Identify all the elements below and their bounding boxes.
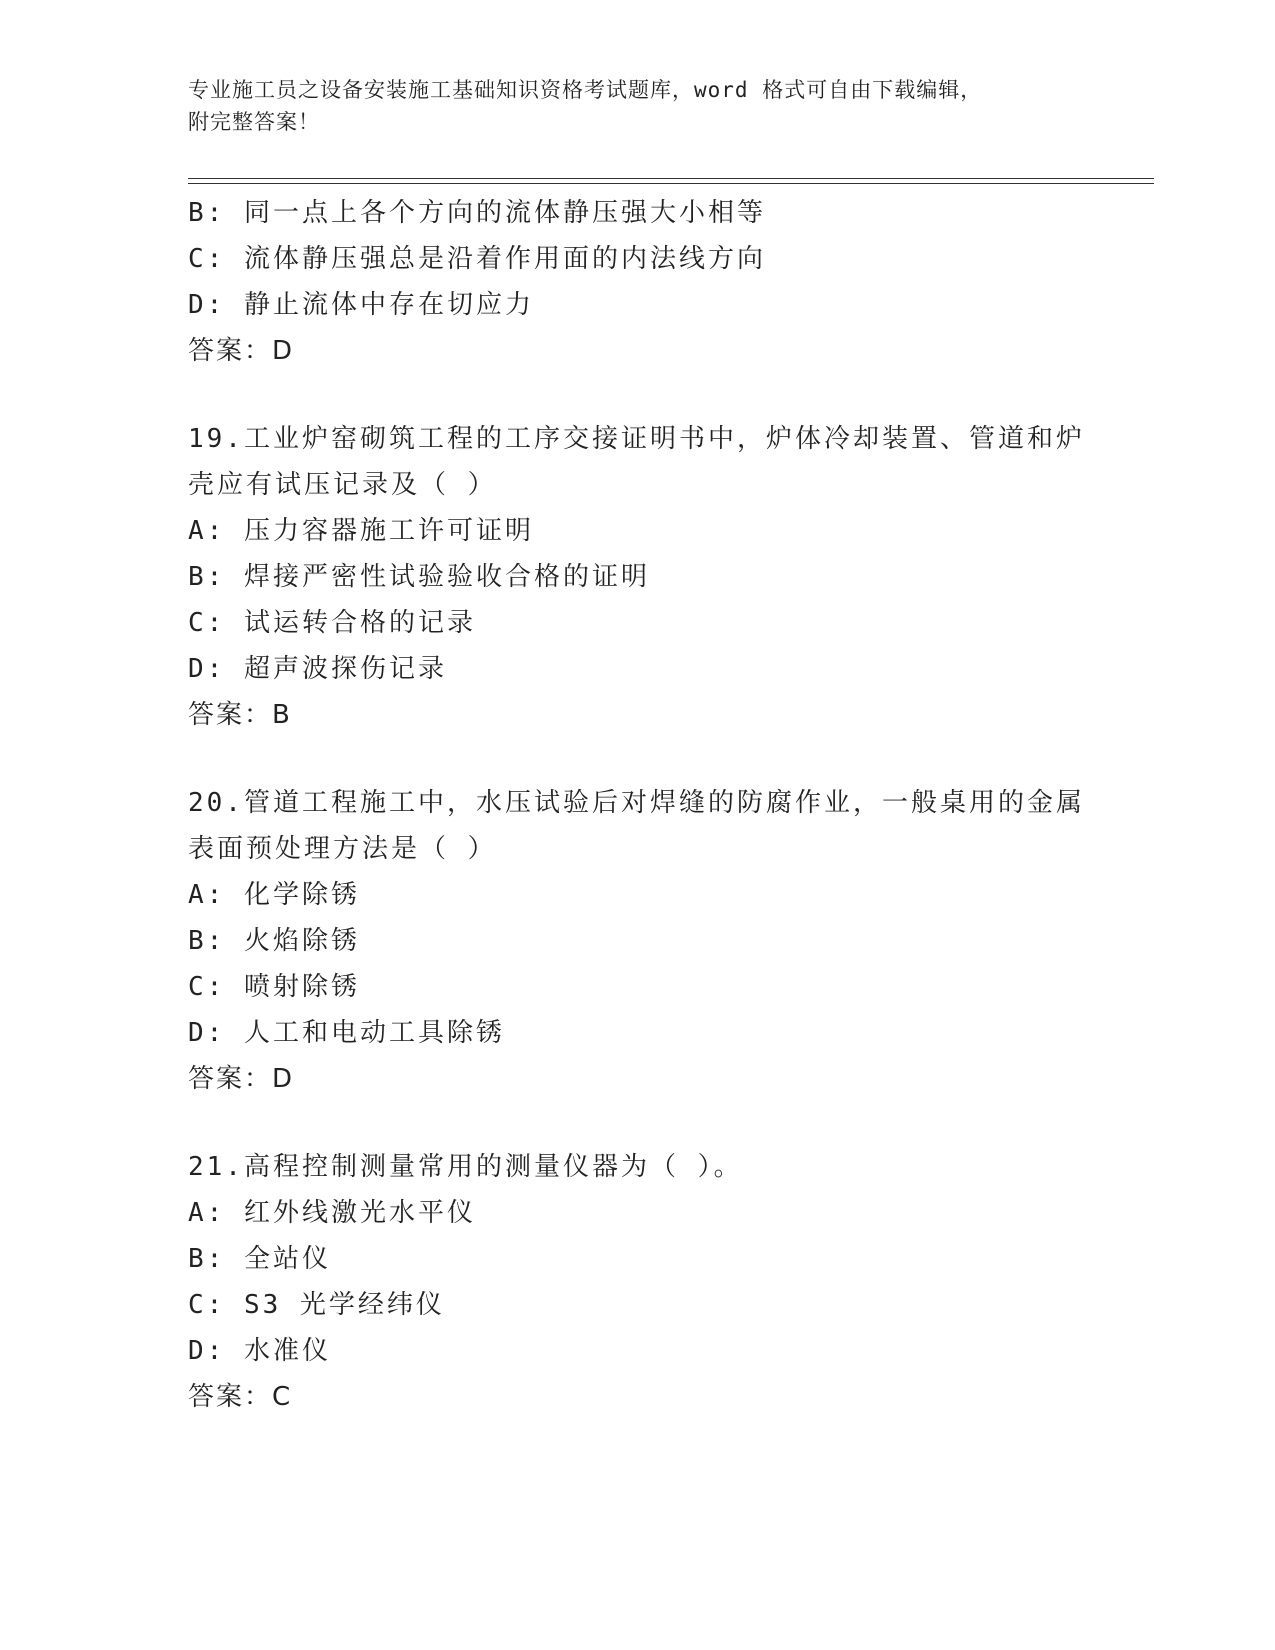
question-stem-line-2: 壳应有试压记录及（ ） <box>188 470 497 500</box>
header-line-2: 附完整答案！ <box>188 110 320 134</box>
option-d: D: 静止流体中存在切应力 <box>188 290 534 320</box>
option-a: A: 红外线激光水平仪 <box>188 1198 476 1228</box>
question-block-18 <box>188 190 1088 374</box>
question-stem-line-1: 20.管道工程施工中，水压试验后对焊缝的防腐作业，一般桌用的金属 <box>188 788 1085 818</box>
header-divider-top <box>188 178 1154 179</box>
option-c: C: S3 光学经纬仪 <box>188 1290 445 1320</box>
option-b: B: 同一点上各个方向的流体静压强大小相等 <box>188 198 766 228</box>
document-body <box>188 190 1088 1420</box>
option-a: A: 压力容器施工许可证明 <box>188 516 534 546</box>
question-block-19 <box>188 416 1088 738</box>
option-d: D: 人工和电动工具除锈 <box>188 1018 505 1048</box>
option-b: B: 焊接严密性试验验收合格的证明 <box>188 562 650 592</box>
header-line-1: 专业施工员之设备安装施工基础知识资格考试题库，word 格式可自由下载编辑， <box>188 78 983 102</box>
question-stem-line-2: 表面预处理方法是（ ） <box>188 834 497 864</box>
document-header <box>188 74 1088 138</box>
option-c: C: 试运转合格的记录 <box>188 608 476 638</box>
header-divider-bottom <box>188 183 1154 184</box>
answer-line: 答案：C <box>188 1382 293 1412</box>
answer-line: 答案：D <box>188 336 295 366</box>
option-d: D: 超声波探伤记录 <box>188 654 447 684</box>
spacer <box>188 738 1088 780</box>
answer-line: 答案：B <box>188 700 292 730</box>
option-a: A: 化学除锈 <box>188 880 360 910</box>
spacer <box>188 1102 1088 1144</box>
option-b: B: 全站仪 <box>188 1244 331 1274</box>
option-c: C: 流体静压强总是沿着作用面的内法线方向 <box>188 244 766 274</box>
answer-line: 答案：D <box>188 1064 295 1094</box>
question-block-20 <box>188 780 1088 1102</box>
option-c: C: 喷射除锈 <box>188 972 360 1002</box>
question-stem-line-1: 21.高程控制测量常用的测量仪器为（ ）。 <box>188 1152 743 1182</box>
question-stem-line-1: 19.工业炉窑砌筑工程的工序交接证明书中，炉体冷却装置、管道和炉 <box>188 424 1085 454</box>
question-block-21 <box>188 1144 1088 1420</box>
spacer <box>188 374 1088 416</box>
option-b: B: 火焰除锈 <box>188 926 360 956</box>
option-d: D: 水准仪 <box>188 1336 331 1366</box>
